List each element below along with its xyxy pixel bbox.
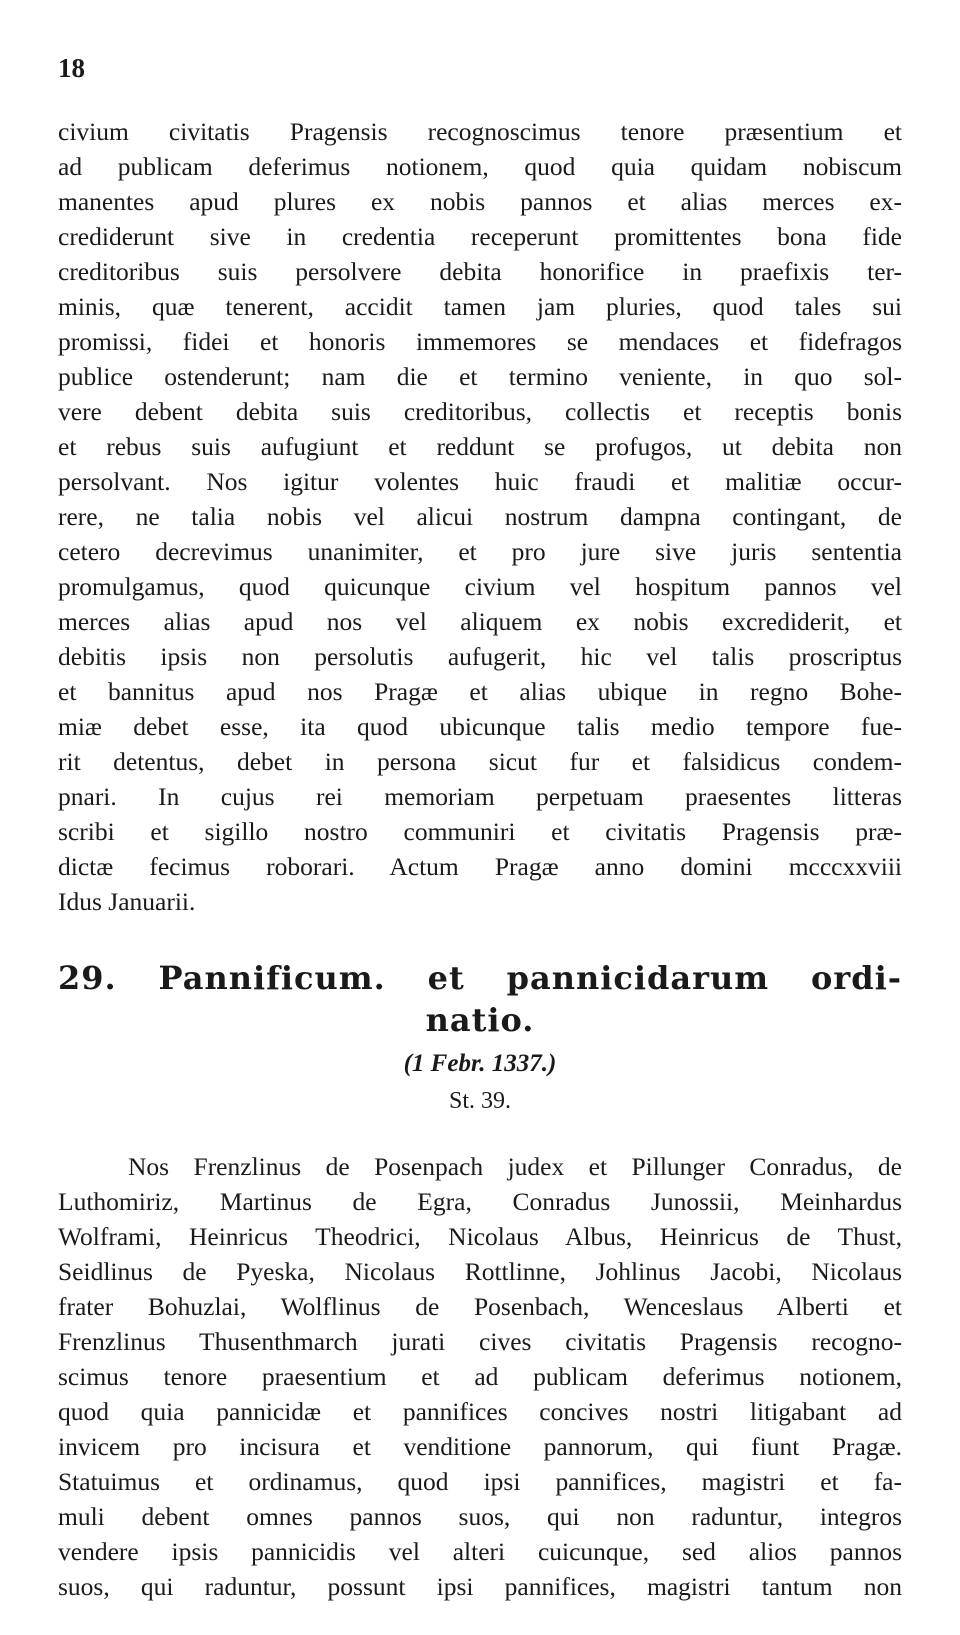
page-number: 18 (58, 53, 85, 83)
text-line: cetero decrevimus unanimiter, et pro jure sive juris sententia (58, 537, 902, 566)
text-line: scimus tenore praesentium et ad publicam deferimus notionem, (58, 1362, 902, 1391)
text-line: rere, ne talia nobis vel alicui nostrum dampna contingant, de (58, 502, 902, 531)
text-line: publice ostenderunt; nam die et termino veniente, in quo sol- (58, 362, 902, 391)
text-line: Seidlinus de Pyeska, Nicolaus Rottlinne, Johlinus Jacobi, Nicolaus (58, 1257, 902, 1286)
text-line: et rebus suis aufugiunt et reddunt se profugos, ut debita non (58, 432, 902, 461)
text-line: promissi, fidei et honoris immemores se mendaces et fidefragos (58, 327, 902, 356)
text-line: Wolframi, Heinricus Theodrici, Nicolaus Albus, Heinricus de Thust, (58, 1222, 902, 1251)
text-line: scribi et sigillo nostro communiri et civitatis Pragensis præ- (58, 817, 902, 846)
section-heading-line-2: natio. (425, 1001, 535, 1039)
text-line: persolvant. Nos igitur volentes huic fraudi et malitiæ occur- (58, 467, 902, 496)
text-line: promulgamus, quod quicunque civium vel hospitum pannos vel (58, 572, 902, 601)
text-line: civium civitatis Pragensis recognoscimus tenore præsentium et (58, 117, 902, 146)
text-line: manentes apud plures ex nobis pannos et alias merces ex- (58, 187, 902, 216)
text-line: pnari. In cujus rei memoriam perpetuam praesentes litteras (58, 782, 902, 811)
text-line: Nos Frenzlinus de Posenpach judex et Pillunger Conradus, de (128, 1152, 902, 1181)
text-line: rit detentus, debet in persona sicut fur et falsidicus condem- (58, 747, 902, 776)
text-line: Frenzlinus Thusenthmarch jurati cives civitatis Pragensis recogno- (58, 1327, 902, 1356)
text-line: Idus Januarii. (58, 887, 196, 916)
text-line: merces alias apud nos vel aliquem ex nobis excrediderit, et (58, 607, 902, 636)
text-line: minis, quæ tenerent, accidit tamen jam pluries, quod tales sui (58, 292, 902, 321)
source-reference: St. 39. (448, 1088, 511, 1114)
text-line: suos, qui raduntur, possunt ipsi pannifices, magistri tantum non (58, 1572, 902, 1601)
text-line: ad publicam deferimus notionem, quod quia quidam nobiscum (58, 152, 902, 181)
text-line: miæ debet esse, ita quod ubicunque talis medio tempore fue- (58, 712, 902, 741)
text-line: et bannitus apud nos Pragæ et alias ubique in regno Bohe- (58, 677, 902, 706)
text-line: Luthomiriz, Martinus de Egra, Conradus Junossii, Meinhardus (58, 1187, 902, 1216)
text-line: quod quia pannicidæ et pannifices concives nostri litigabant ad (58, 1397, 902, 1426)
text-line: crediderunt sive in credentia receperunt promittentes bona fide (58, 222, 902, 251)
text-line: Statuimus et ordinamus, quod ipsi pannifices, magistri et fa- (58, 1467, 902, 1496)
text-line: dictæ fecimus roborari. Actum Pragæ anno domini mcccxxviii (58, 852, 902, 881)
text-line: debitis ipsis non persolutis aufugerit, hic vel talis proscriptus (58, 642, 902, 671)
text-line: vere debent debita suis creditoribus, collectis et receptis bonis (58, 397, 902, 426)
section-heading-line-1: 29. Pannificum. et pannicidarum ordi- (58, 959, 902, 997)
text-line: muli debent omnes pannos suos, qui non raduntur, integros (58, 1502, 902, 1531)
section-date: (1 Febr. 1337.) (403, 1050, 557, 1077)
text-line: creditoribus suis persolvere debita honorifice in praefixis ter- (58, 257, 902, 286)
text-line: invicem pro incisura et venditione pannorum, qui fiunt Pragæ. (58, 1432, 902, 1461)
text-line: vendere ipsis pannicidis vel alteri cuicunque, sed alios pannos (58, 1537, 902, 1566)
text-line: frater Bohuzlai, Wolflinus de Posenbach, Wenceslaus Alberti et (58, 1292, 902, 1321)
